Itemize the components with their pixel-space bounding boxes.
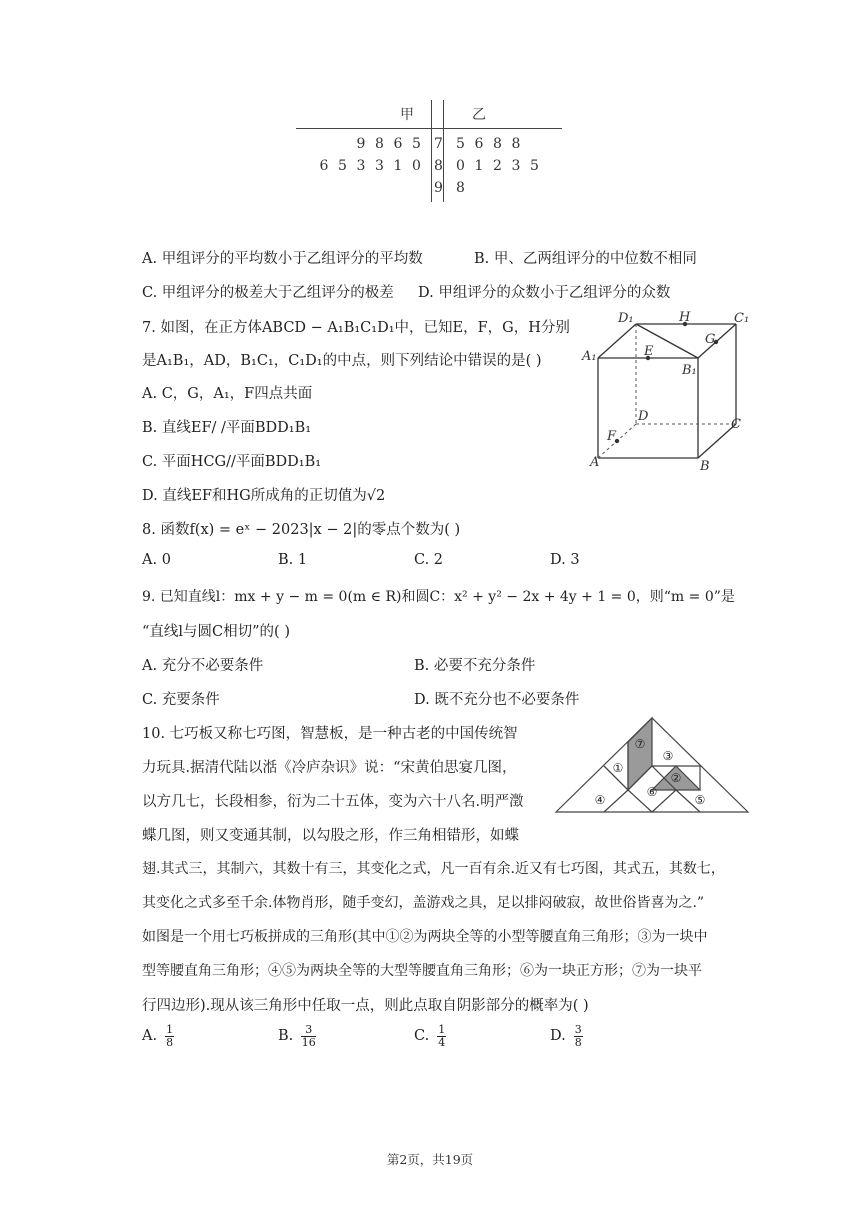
tangram-piece-1: ①	[612, 761, 624, 775]
q10-option-b-label: B.	[278, 1028, 294, 1045]
stem-leaf-vline-left	[431, 100, 432, 202]
page-footer: 第2页，共19页	[386, 1152, 474, 1167]
cube-label-a1: A₁	[582, 349, 597, 364]
q8-option-d: D. 3	[550, 552, 580, 568]
q10-line-8: 型等腰直角三角形；④⑤为两块全等的大型等腰直角三角形；⑥为一块正方形；⑦为一块平	[142, 963, 702, 979]
leaf-right: 5	[530, 158, 539, 174]
q7-option-c: C. 平面HCG//平面BDD₁B₁	[142, 454, 322, 470]
leaf-right: 3	[511, 158, 521, 174]
q9-stem-line1: 9. 已知直线l：mx + y − m = 0(m ∈ R)和圆C：x² + y² − 2x + 4y + 1 = 0，则“m = 0”是	[142, 589, 735, 605]
leaf-right: 5	[456, 136, 465, 152]
q7-option-b: B. 直线EF/ /平面BDD₁B₁	[142, 420, 312, 436]
tangram-figure	[554, 716, 754, 816]
q10-line-9: 行四边形).现从该三角形中任取一点，则此点取自阴影部分的概率为( )	[142, 998, 589, 1014]
q7-stem-line2: 是A₁B₁，AD，B₁C₁，C₁D₁的中点，则下列结论中错误的是( )	[142, 353, 542, 369]
tangram-piece-2: ②	[670, 771, 682, 785]
q10-option-c-den: 4	[438, 1035, 446, 1049]
leaf-right: 1	[474, 158, 484, 174]
stem-leaf-vline-right	[443, 100, 444, 202]
cube-label-c1: C₁	[734, 311, 750, 326]
q10-option-c-num: 1	[438, 1023, 446, 1036]
leaf-right: 0	[456, 158, 465, 174]
q10-option-c	[414, 1024, 446, 1048]
stem-value: 7	[434, 136, 443, 152]
cube-label-b1: B₁	[682, 363, 697, 378]
q10-option-a-label: A.	[142, 1028, 158, 1045]
cube-label-d1: D₁	[618, 311, 634, 326]
q9-option-c: C. 充要条件	[142, 692, 220, 708]
q10-option-c-label: C.	[414, 1028, 430, 1045]
q10-line-2: 力玩具.据清代陆以湉《冷庐杂识》说：“宋黄伯思宴几图，	[142, 760, 517, 776]
leaf-right: 8	[456, 180, 465, 196]
q10-line-3: 以方几七，长段相参，衍为二十五体，变为六十八名.明严澂	[142, 794, 524, 810]
stem-leaf-hline	[296, 128, 562, 129]
q10-option-d-num: 3	[574, 1023, 582, 1036]
q10-option-b	[278, 1024, 316, 1048]
stem-leaf-header-right: 乙	[472, 107, 486, 123]
tangram-piece-3: ③	[662, 749, 674, 763]
cube-label-f: F	[607, 429, 617, 444]
q6-option-a: A. 甲组评分的平均数小于乙组评分的平均数	[142, 251, 423, 267]
q10-option-a	[142, 1024, 174, 1048]
tangram-piece-6: ⑥	[646, 785, 658, 799]
q10-option-d	[550, 1024, 583, 1048]
cube-label-c: C	[731, 417, 741, 432]
q7-option-d: D. 直线EF和HG所成角的正切值为√2	[142, 488, 386, 504]
q10-line-7: 如图是一个用七巧板拼成的三角形(其中①②为两块全等的小型等腰直角三角形；③为一块中	[142, 929, 708, 945]
q9-option-b: B. 必要不充分条件	[414, 658, 536, 674]
q10-line-4: 蝶几图，则又变通其制，以勾股之形，作三角相错形，如蝶	[142, 828, 519, 844]
q8-option-b: B. 1	[278, 552, 308, 568]
q10-option-b-den: 16	[301, 1035, 316, 1049]
cube-label-h: H	[679, 310, 691, 325]
leaf-left: 5	[412, 136, 421, 152]
q6-option-b: B. 甲、乙两组评分的中位数不相同	[474, 251, 697, 267]
q9-option-a: A. 充分不必要条件	[142, 658, 264, 674]
leaf-right: 2	[493, 158, 502, 174]
q8-option-a: A. 0	[142, 552, 171, 568]
leaf-left: 6	[393, 136, 403, 152]
q6-option-d: D. 甲组评分的众数小于乙组评分的众数	[418, 285, 671, 301]
q10-option-a-den: 8	[166, 1035, 174, 1049]
q9-stem-line2: “直线l与圆C相切”的( )	[142, 624, 290, 640]
stem-value: 8	[434, 158, 443, 174]
leaf-left: 0	[412, 158, 421, 174]
q10-option-a-num: 1	[166, 1023, 174, 1036]
q10-line-1: 10. 七巧板又称七巧图，智慧板，是一种古老的中国传统智	[142, 726, 518, 742]
leaf-right: 8	[511, 136, 521, 152]
q7-stem-line1: 7. 如图，在正方体ABCD − A₁B₁C₁D₁中，已知E，F，G，H分别	[142, 320, 570, 336]
q8-option-c: C. 2	[414, 552, 444, 568]
q10-option-d-den: 8	[574, 1035, 582, 1049]
stem-leaf-plot	[296, 100, 562, 210]
leaf-left: 6	[319, 158, 329, 174]
leaf-left: 1	[393, 158, 403, 174]
leaf-left: 9	[356, 136, 366, 152]
leaf-left: 3	[375, 158, 384, 174]
tangram-piece-7: ⑦	[634, 737, 646, 751]
cube-figure	[580, 308, 760, 478]
cube-label-a: A	[590, 455, 600, 470]
leaf-left: 8	[375, 136, 384, 152]
leaf-right: 6	[474, 136, 484, 152]
leaf-left: 3	[356, 158, 366, 174]
tangram-piece-5: ⑤	[694, 793, 706, 807]
q7-option-a: A. C，G，A₁，F四点共面	[142, 386, 313, 402]
q10-line-5: 翅.其式三，其制六，其数十有三，其变化之式，凡一百有余.近又有七巧图，其式五，其数七，	[142, 861, 725, 877]
stem-leaf-header-left: 甲	[400, 107, 414, 123]
q10-option-d-label: D.	[550, 1028, 566, 1045]
cube-label-e: E	[644, 344, 654, 359]
q10-option-b-num: 3	[305, 1023, 313, 1036]
q8-stem: 8. 函数f(x) = eˣ − 2023|x − 2|的零点个数为( )	[142, 522, 461, 538]
leaf-left: 5	[338, 158, 347, 174]
cube-label-d: D	[638, 409, 649, 424]
q9-option-d: D. 既不充分也不必要条件	[414, 692, 580, 708]
leaf-right: 8	[493, 136, 502, 152]
stem-value: 9	[434, 180, 443, 196]
cube-label-b: B	[700, 459, 710, 474]
q10-line-6: 其变化之式多至千余.体物肖形，随手变幻，盖游戏之具，足以排闷破寂，故世俗皆喜为之.”	[142, 895, 705, 911]
tangram-piece-4: ④	[594, 793, 606, 807]
cube-label-g: G	[705, 332, 716, 347]
q6-option-c: C. 甲组评分的极差大于乙组评分的极差	[142, 285, 394, 301]
